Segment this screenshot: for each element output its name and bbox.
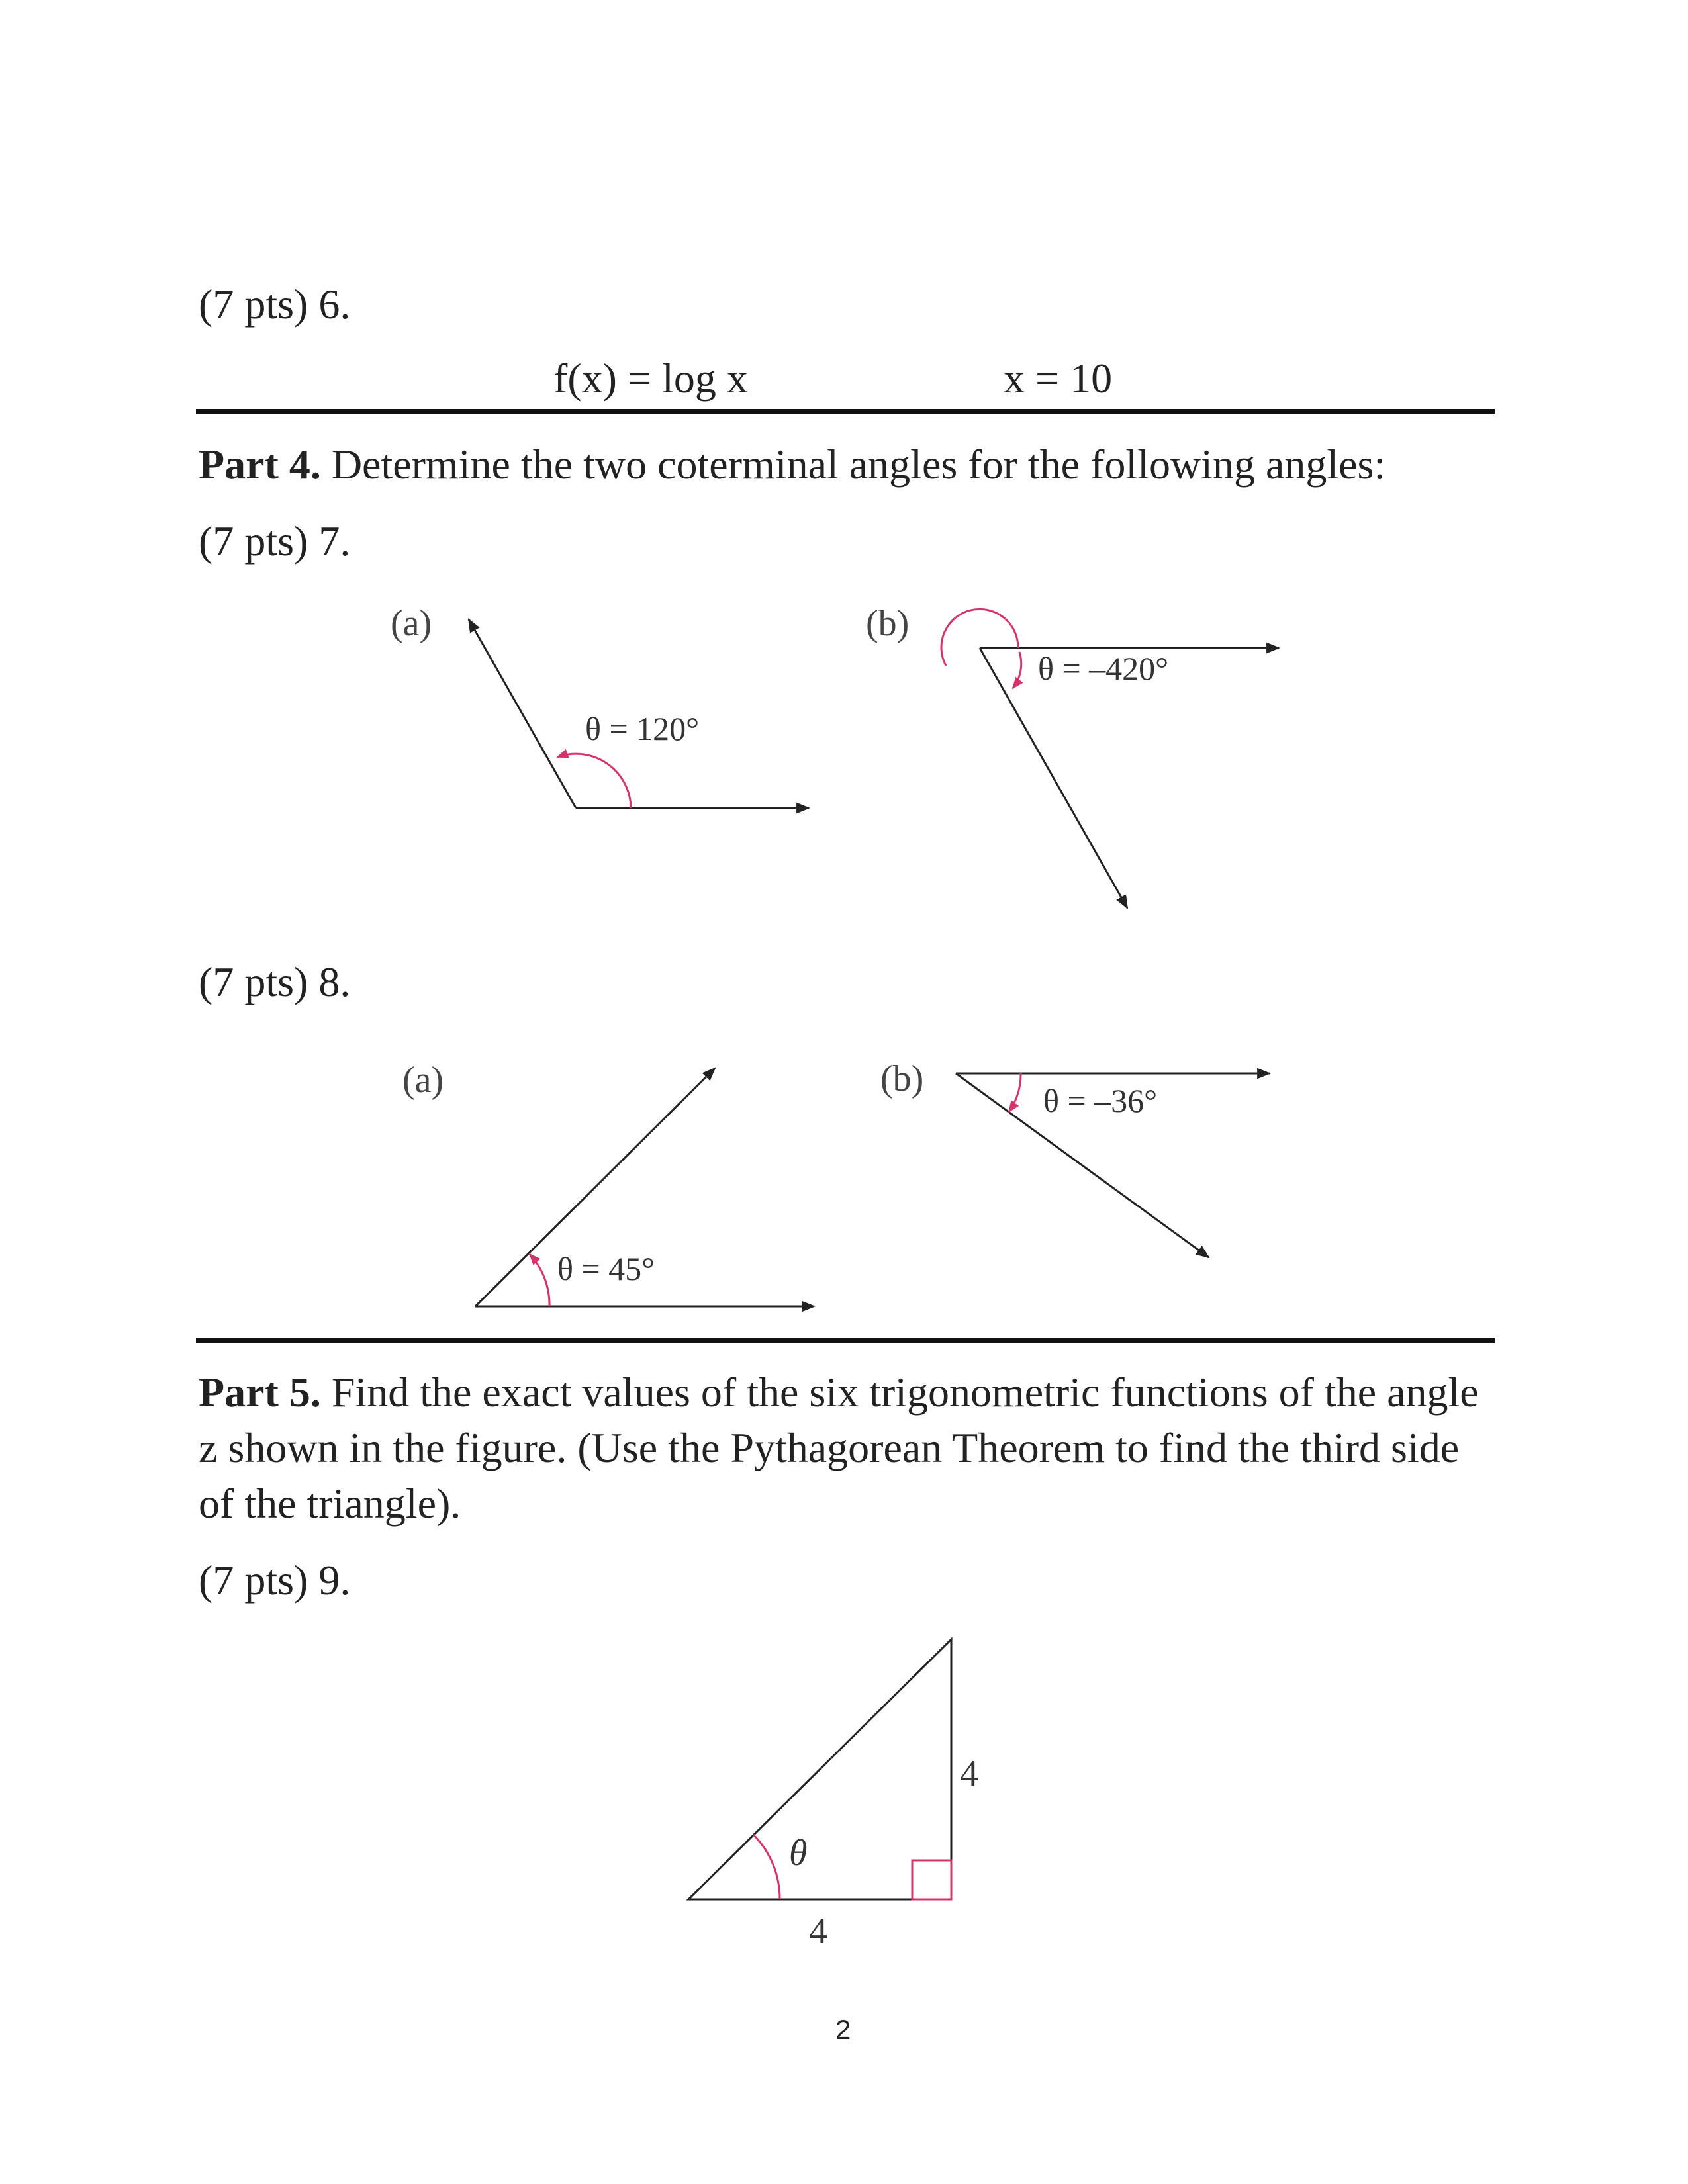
right-angle-marker	[912, 1860, 951, 1899]
q8a-angle-label: θ = 45°	[557, 1250, 655, 1287]
q6-x-value: x = 10	[1004, 355, 1113, 402]
q7b-angle-label: θ = –420°	[1038, 650, 1169, 687]
q8a-angle-arc	[530, 1254, 549, 1306]
q8a-label: (a)	[402, 1060, 444, 1101]
vertical-side-label: 4	[960, 1753, 978, 1794]
q8b-label: (b)	[880, 1058, 924, 1099]
theta-label: θ	[789, 1833, 808, 1874]
page-number: 2	[835, 2014, 851, 2045]
q7a-terminal-side	[469, 619, 576, 808]
q7b-label: (b)	[866, 603, 910, 644]
q9-label: (7 pts) 9.	[199, 1557, 351, 1604]
q6-function: f(x) = log x	[553, 355, 748, 402]
q6-label: (7 pts) 6.	[199, 281, 351, 328]
q7a-label: (a)	[391, 603, 432, 644]
q7b-figure	[866, 603, 1279, 908]
theta-angle-arc	[753, 1835, 780, 1899]
q7b-angle-arc-loop	[941, 609, 1018, 666]
q7b-angle-arc	[1013, 652, 1021, 688]
q7-label: (7 pts) 7.	[199, 518, 351, 565]
part4-text: Determine the two coterminal angles for the following angles:	[320, 441, 1386, 488]
horizontal-side-label: 4	[809, 1911, 827, 1952]
q8a-figure	[402, 1060, 814, 1306]
q8b-angle-label: θ = –36°	[1043, 1082, 1158, 1119]
part4-heading: Part 4.	[199, 441, 321, 488]
q8-label: (7 pts) 8.	[199, 958, 351, 1005]
q7a-angle-label: θ = 120°	[585, 710, 700, 747]
q7a-figure	[391, 603, 809, 808]
part5-heading: Part 5.	[199, 1369, 321, 1416]
part5-text: Find the exact values of the six trigonometric functions of the angle z shown in the figure. (Use the Pythagorean Theorem to find the third side of the triangle).	[199, 1369, 1479, 1527]
q8b-figure	[880, 1058, 1270, 1257]
q9-triangle	[688, 1639, 978, 1952]
q7a-angle-arc	[557, 754, 631, 808]
q8b-angle-arc	[1009, 1073, 1021, 1112]
